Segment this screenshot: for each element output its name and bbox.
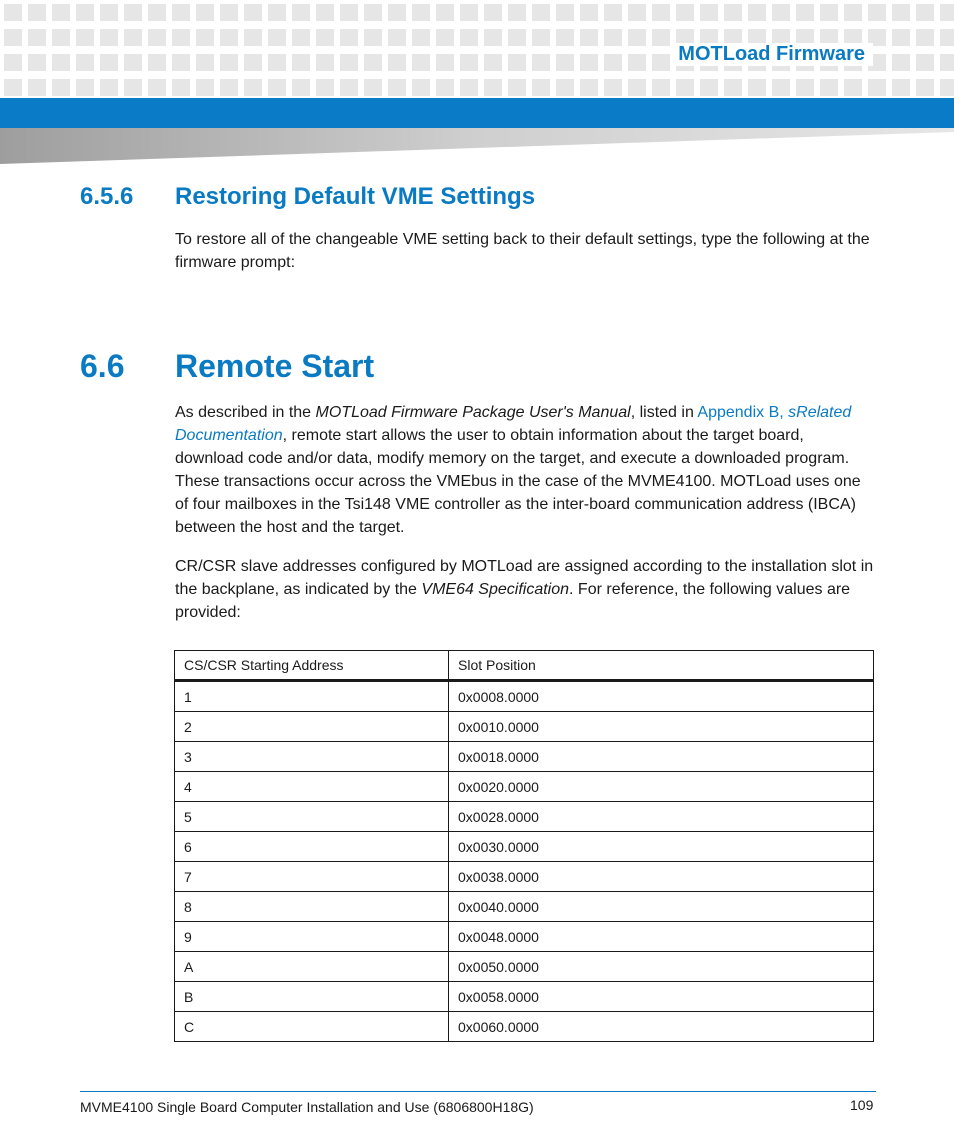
header-gray-wedge bbox=[0, 128, 954, 164]
section-number: 6.5.6 bbox=[80, 183, 134, 210]
header-blue-band bbox=[0, 98, 954, 128]
table-row bbox=[175, 862, 874, 892]
header-pattern bbox=[0, 0, 954, 98]
manual-title: MOTLoad Firmware Package User's Manual bbox=[315, 404, 631, 421]
cell-slot: 0x0010.0000 bbox=[449, 712, 874, 742]
table-row bbox=[175, 772, 874, 802]
table-row bbox=[175, 922, 874, 952]
cell-address: 9 bbox=[175, 922, 449, 952]
header-title: MOTLoad Firmware bbox=[670, 43, 873, 66]
cell-address: 4 bbox=[175, 772, 449, 802]
text-run: , remote start allows the user to obtain information about the target board, download code and/or data, modify memory on the target, and execute a downloaded program. These transactions occur across the VMEbus in the case of the MVME4100. MOTLoad uses one of four mailboxes in the Tsi148 VME controller as the inter-board communication address (IBCA) between the host and the target. bbox=[175, 427, 861, 536]
cell-address: B bbox=[175, 982, 449, 1012]
cell-slot: 0x0018.0000 bbox=[449, 742, 874, 772]
cell-slot: 0x0038.0000 bbox=[449, 862, 874, 892]
cell-slot: 0x0030.0000 bbox=[449, 832, 874, 862]
column-header-slot: Slot Position bbox=[449, 651, 874, 681]
table-row bbox=[175, 832, 874, 862]
section-number: 6.6 bbox=[80, 348, 125, 384]
cell-slot: 0x0040.0000 bbox=[449, 892, 874, 922]
csr-paragraph bbox=[175, 555, 875, 624]
table-header-row bbox=[175, 651, 874, 681]
remote-start-paragraph bbox=[175, 401, 875, 539]
table-body bbox=[175, 681, 874, 1042]
column-header-address: CS/CSR Starting Address bbox=[175, 651, 449, 681]
cell-slot: 0x0020.0000 bbox=[449, 772, 874, 802]
cell-slot: 0x0048.0000 bbox=[449, 922, 874, 952]
table-row bbox=[175, 802, 874, 832]
section-title: Restoring Default VME Settings bbox=[175, 183, 536, 210]
link-italic-text: sRelated Documentation bbox=[175, 404, 852, 444]
table-row bbox=[175, 712, 874, 742]
cell-slot: 0x0028.0000 bbox=[449, 802, 874, 832]
cell-slot: 0x0050.0000 bbox=[449, 952, 874, 982]
section-heading-6-6 bbox=[80, 348, 374, 385]
cell-slot: 0x0058.0000 bbox=[449, 982, 874, 1012]
cell-address: A bbox=[175, 952, 449, 982]
slot-address-table bbox=[174, 650, 874, 1042]
cell-address: 1 bbox=[175, 681, 449, 712]
table-row bbox=[175, 681, 874, 712]
table-row bbox=[175, 952, 874, 982]
page-number: 109 bbox=[850, 1097, 874, 1113]
text-run: , listed in bbox=[630, 404, 698, 421]
cell-address: 8 bbox=[175, 892, 449, 922]
table-row bbox=[175, 1012, 874, 1042]
text-run: CR/CSR slave addresses configured by MOTLoad are assigned according to the installation slot in the backplane, as indicated by the bbox=[175, 558, 874, 598]
spec-title: VME64 Specification bbox=[421, 581, 570, 598]
section-heading-6-5-6 bbox=[80, 183, 535, 211]
table-row bbox=[175, 742, 874, 772]
cell-address: 6 bbox=[175, 832, 449, 862]
cell-address: C bbox=[175, 1012, 449, 1042]
cell-address: 7 bbox=[175, 862, 449, 892]
text-run: . For reference, the following values are provided: bbox=[175, 581, 851, 621]
link-text: Appendix B, bbox=[697, 404, 789, 421]
table-row bbox=[175, 982, 874, 1012]
cell-slot: 0x0060.0000 bbox=[449, 1012, 874, 1042]
cell-slot: 0x0008.0000 bbox=[449, 681, 874, 712]
restore-paragraph: To restore all of the changeable VME setting back to their default settings, type the following at the firmware prompt: bbox=[175, 231, 870, 271]
cell-address: 5 bbox=[175, 802, 449, 832]
table-row bbox=[175, 892, 874, 922]
cell-address: 2 bbox=[175, 712, 449, 742]
cell-address: 3 bbox=[175, 742, 449, 772]
footer-divider bbox=[80, 1091, 876, 1092]
footer-doc-title: MVME4100 Single Board Computer Installation and Use (6806800H18G) bbox=[80, 1099, 534, 1115]
text-run: As described in the bbox=[175, 404, 316, 421]
section-title: Remote Start bbox=[175, 348, 375, 384]
